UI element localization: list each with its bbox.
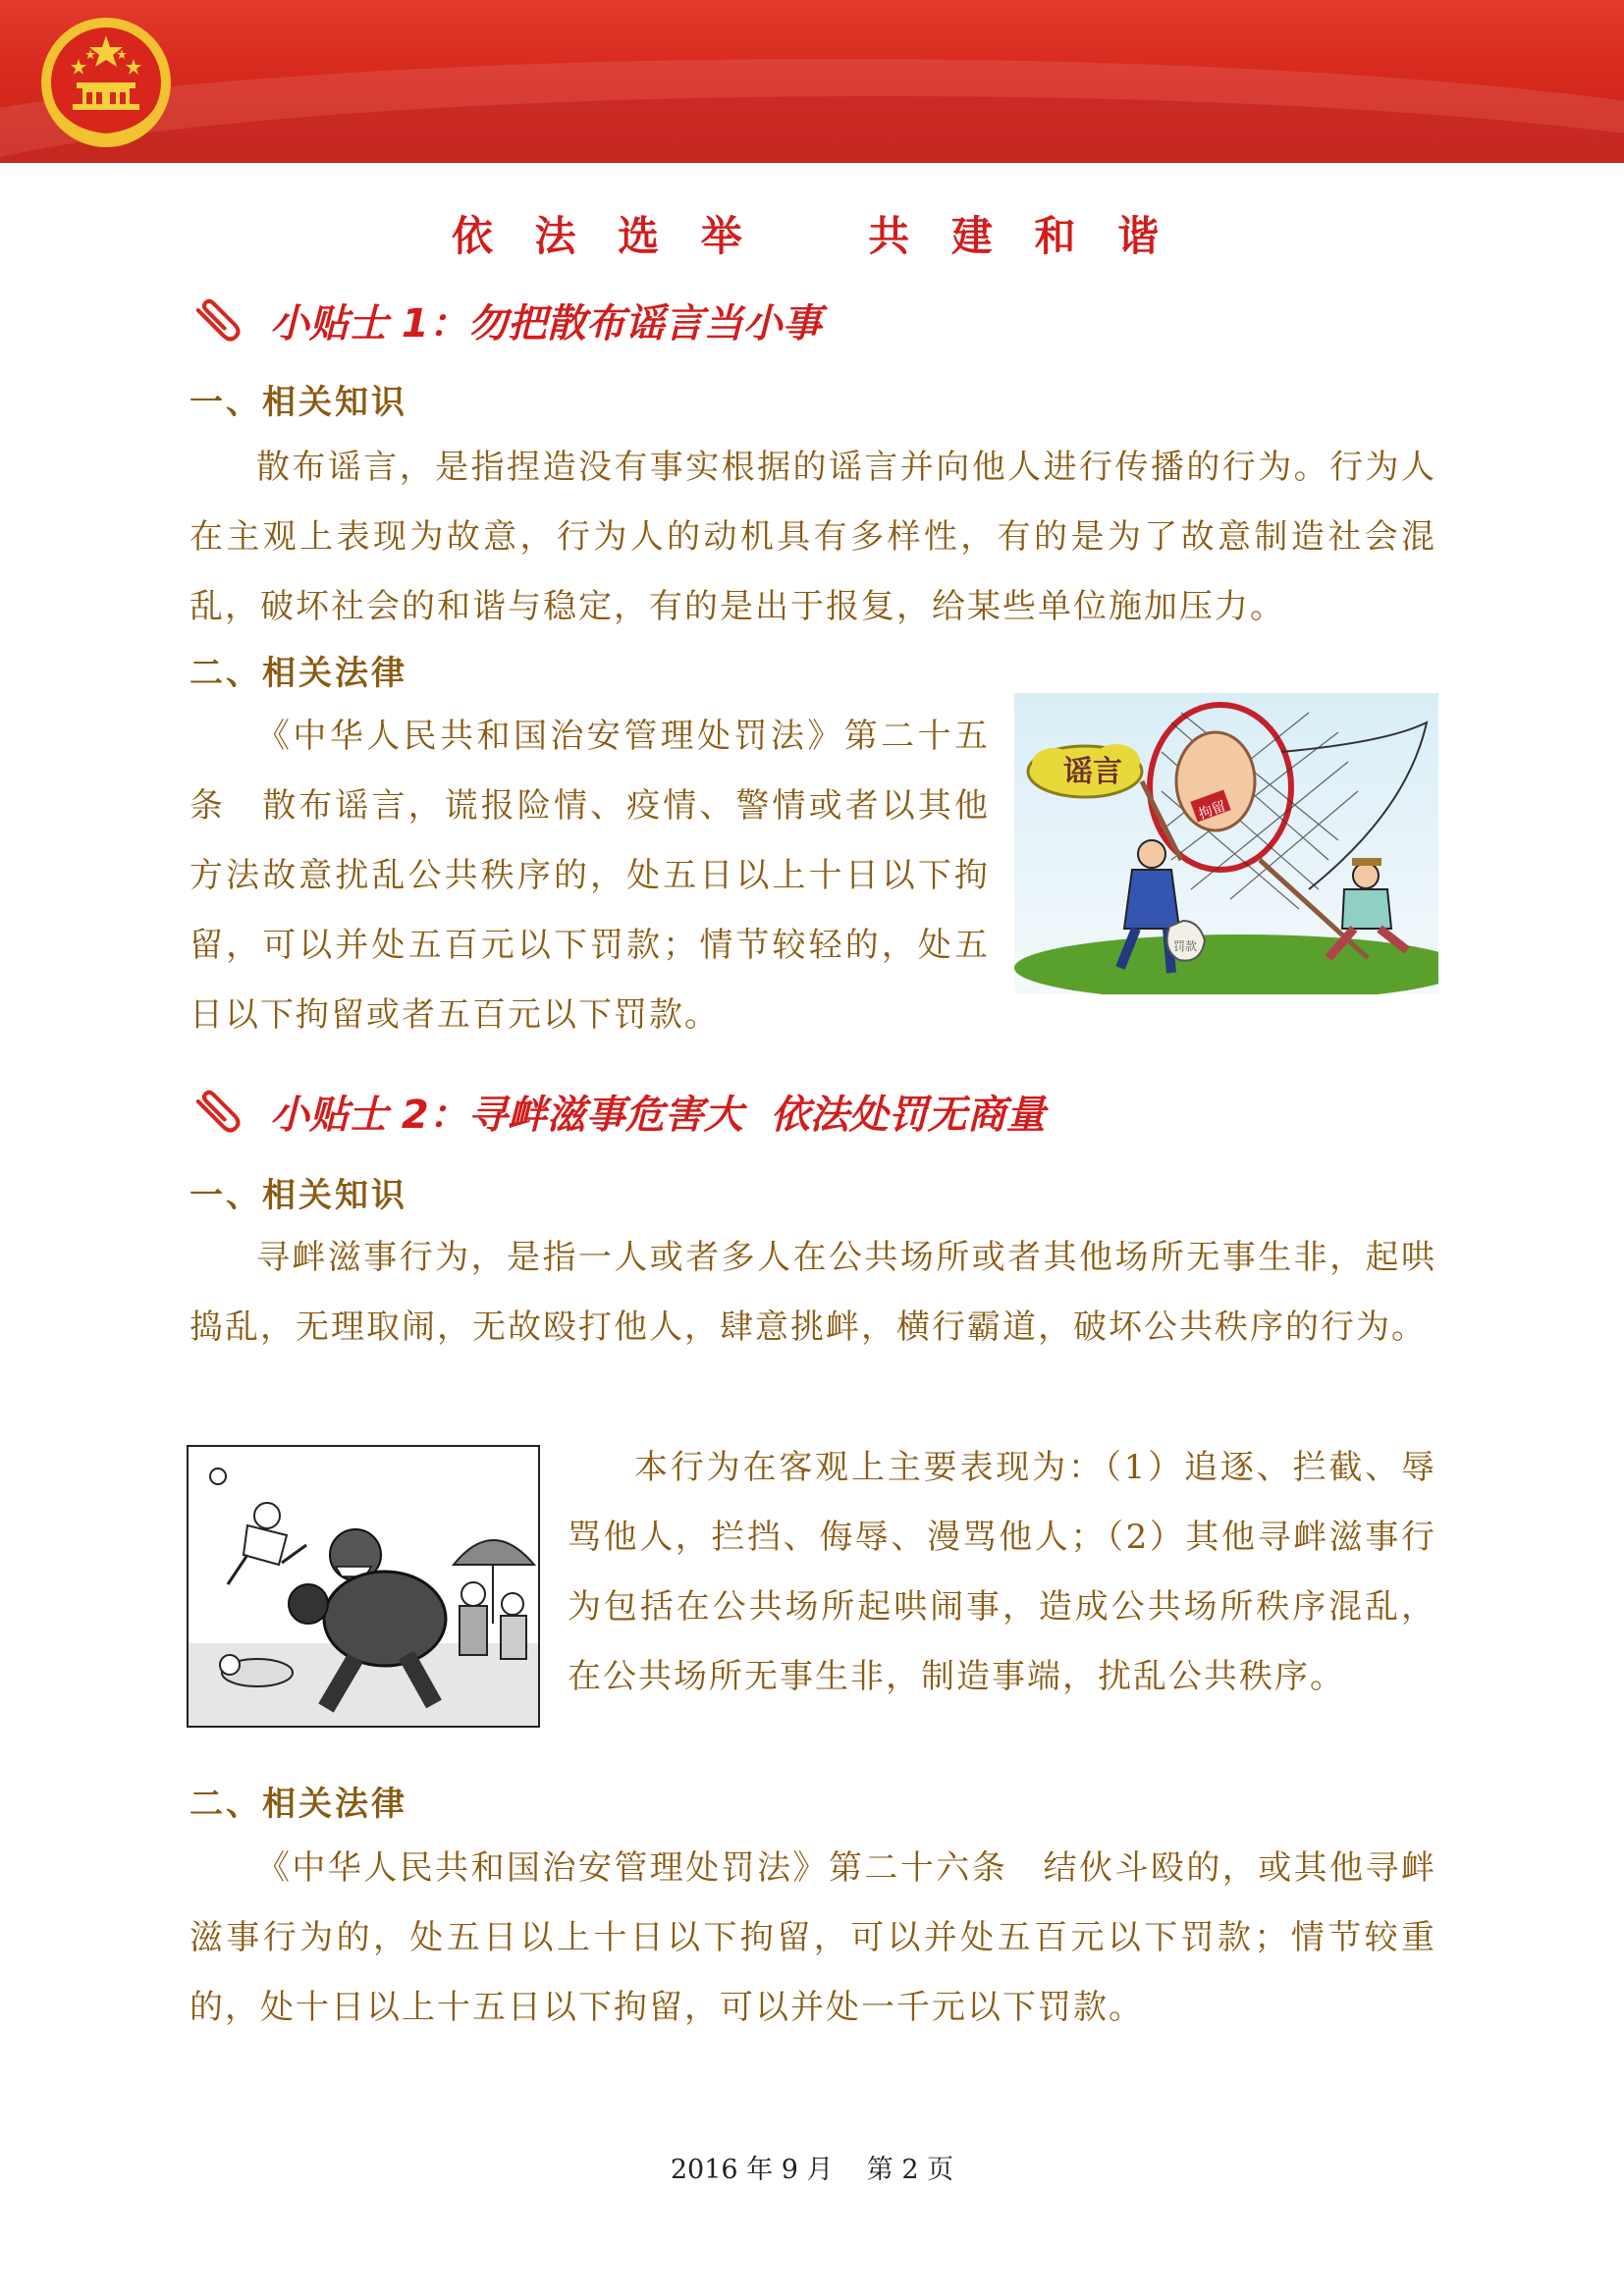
tip-2-knowledge-text: 寻衅滋事行为，是指一人或者多人在公共场所或者其他场所无事生非，起哄捣乱，无理取闹，无故殴打他人，肆意挑衅，横行霸道，破坏公共秩序的行为。 <box>189 1238 1436 1347</box>
cartoon-stamp-word: 拘留 <box>1196 798 1228 824</box>
tip-2-law-text: 《中华人民共和国治安管理处罚法》第二十六条 结伙斗殴的，或其他寻衅滋事行为的，处五日以上十日以下拘留，可以并处五百元以下罚款；情节较重的，处十日以上十五日以下拘留，可以并处一千元以下罚款。 <box>189 1848 1436 2027</box>
rumor-cloud <box>1028 744 1142 797</box>
paperclip-icon <box>189 291 248 349</box>
tip-2-knowledge-heading: 一、相关知识 <box>189 1176 407 1215</box>
header-banner <box>0 0 1624 163</box>
page-title: 依 法 选 举 共 建 和 谐 <box>451 212 1173 260</box>
rumor-net-cartoon <box>1014 693 1438 994</box>
tip-2-behavior-text: 本行为在客观上主要表现为：（1）追逐、拦截、辱骂他人，拦挡、侮辱、漫骂他人；（2）其他寻衅滋事行为包括在公共场所起哄闹事，造成公共场所秩序混乱，在公共场所无事生非，制造事端，扰乱公共秩序。 <box>568 1448 1436 1696</box>
paperclip-icon <box>189 1082 248 1141</box>
tip-1-law-heading: 二、相关法律 <box>189 654 407 693</box>
tip-2-header <box>189 1082 1046 1141</box>
cartoon-rumor-word: 谣言 <box>1063 755 1122 789</box>
tip-1-knowledge-text: 散布谣言，是指捏造没有事实根据的谣言并向他人进行传播的行为。行为人在主观上表现为故意，行为人的动机具有多样性，有的是为了故意制造社会混乱，破坏社会的和谐与稳定，有的是出于报复，给某些单位施加压力。 <box>189 448 1436 626</box>
tip-1-label: 小贴士 1：勿把散布谣言当小事 <box>270 300 822 347</box>
tip-2-label: 小贴士 2：寻衅滋事危害大 依法处罚无商量 <box>270 1092 1046 1138</box>
troublemaker-cartoon <box>187 1445 540 1728</box>
national-emblem-icon <box>37 14 175 151</box>
tip-2-law-heading: 二、相关法律 <box>189 1785 407 1824</box>
tip-1-law-text: 《中华人民共和国治安管理处罚法》第二十五条 散布谣言，谎报险情、疫情、警情或者以其他方法故意扰乱公共秩序的，处五日以上十日以下拘留，可以并处五百元以下罚款；情节较轻的，处五日以下拘留或者五百元以下罚款。 <box>189 717 990 1035</box>
tip-1-knowledge-heading: 一、相关知识 <box>189 383 407 422</box>
page-footer: 2016 年 9 月 第 2 页 <box>670 2155 954 2185</box>
tip-1-header <box>189 291 822 349</box>
cartoon-bag-word: 罚款 <box>1173 939 1198 953</box>
